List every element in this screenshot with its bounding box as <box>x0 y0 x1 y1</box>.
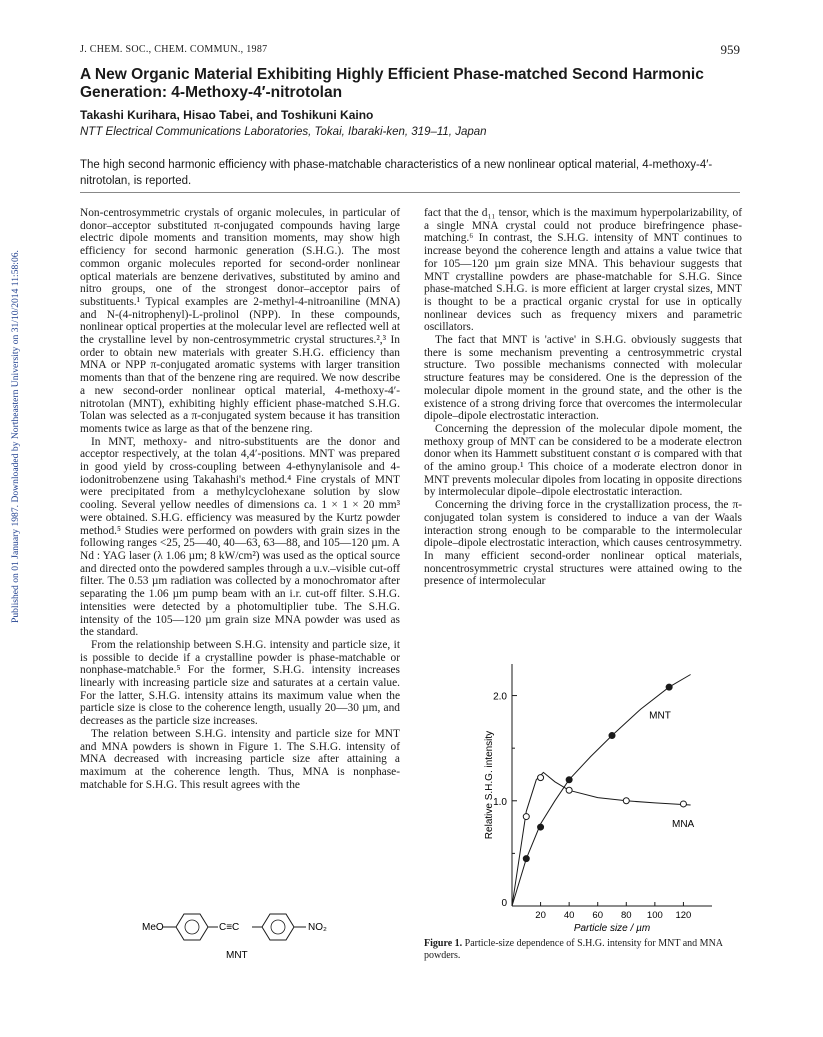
y-tick-label: 1.0 <box>493 796 507 808</box>
data-point-mnt <box>538 824 544 830</box>
x-axis-label: Particle size / µm <box>573 923 651 934</box>
compound-label: MNT <box>226 950 248 961</box>
right-column <box>424 207 742 588</box>
data-point-mna <box>623 798 629 804</box>
x-tick-label: 20 <box>535 910 546 921</box>
mnt-structure-diagram <box>140 905 370 965</box>
y-tick-label: 2.0 <box>493 691 507 703</box>
aromatic-circle <box>185 920 199 934</box>
figure-1-chart <box>470 640 735 940</box>
benzene-ring-right <box>262 914 294 940</box>
figure-label: Figure 1. <box>424 938 463 949</box>
journal-name: J. CHEM. SOC., CHEM. COMMUN., 1987 <box>80 44 268 55</box>
running-head <box>80 44 740 60</box>
page-number: 959 <box>720 42 740 57</box>
data-point-mna <box>566 787 572 793</box>
series-label-mna: MNA <box>672 819 695 831</box>
data-point-mnt <box>609 733 615 739</box>
series-line-mna <box>512 772 691 906</box>
series-line-mnt <box>512 675 691 907</box>
paragraph: Non-centrosymmetric crystals of organic molecules, in particular of donor–acceptor substituted π-conjugated compounds having large electric dipole moments and transition moments, may show high efficiency for second harmonic generation (S.H.G.). The most common organic molecules reported for second-order nonlinear optical materials are benzene derivatives, substituted by amino and nitro groups, one of the strongest donor–acceptor pairs of substituents.¹ Typical examples are 2-methyl-4-nitroaniline (MNA) and N-(4-nitrophenyl)-L-prolinol (NPP). In these compounds, nonlinear optical properties at the molecular level are reflected well at the crystalline level by non-centrosymmetric crystal structures.²,³ In order to obtain new materials with greater S.H.G. efficiency than MNA or NPP π-conjugated aromatic systems with larger transition moments than that of the benzene ring are required. We now describe a new second-order nonlinear optical material, 4-methoxy-4′-nitrotolan (MNT), exhibiting highly efficient phase-matched S.H.G. Tolan was selected as a π-conjugated system because it has transition moments twice as large as that of the benzene ring. <box>80 207 400 435</box>
paragraph: From the relationship between S.H.G. intensity and particle size, it is possible to decide if a crystalline powder is phase-matchable or nonphase-matchable.⁵ For the former, S.H.G. intensity increases linearly with increasing particle size and saturates at a certain value. For the latter, S.H.G. intensity attains its maximum value when the particle size is close to the coherence length, usually 20—30 µm, and decreases as the particle size increases. <box>80 638 400 728</box>
data-point-mna <box>523 814 529 820</box>
header-rule <box>80 192 740 193</box>
data-point-mnt <box>666 684 672 690</box>
x-tick-label: 80 <box>620 910 632 921</box>
data-point-mnt <box>523 856 529 862</box>
paragraph: fact that the d₁₁ tensor, which is the maximum hyperpolarizability, of a single MNA crystal could not produce birefringence phase-matching.⁶ In contrast, the S.H.G. intensity of MNT continues to increase beyond the coherence length and attains a value twice that for 105—120 µm grain size MNA. This behaviour suggests that MNT crystalline powders are phase-matchable for S.H.G. Since phase-matched S.H.G. is more efficient at larger crystal sizes, MNT is thought to be a practical organic crystal for use in optically nonlinear devices such as frequency mixers and parametric oscillators. <box>424 207 742 334</box>
data-point-mna <box>538 775 544 781</box>
nitro-label: NO₂ <box>308 922 327 933</box>
x-tick-label: 40 <box>563 910 575 921</box>
x-tick-label: 100 <box>646 910 663 921</box>
data-point-mna <box>680 801 686 807</box>
figure-caption <box>424 938 742 962</box>
chart-svg <box>470 640 735 940</box>
y-axis-label: Relative S.H.G. intensity <box>484 730 495 840</box>
y-tick-label: 0 <box>501 898 507 909</box>
download-stamp-text: Published on 01 January 1987. Downloaded by Northeastern University on 31/10/2014 11:58:06. <box>10 250 21 623</box>
data-point-mnt <box>566 777 572 783</box>
left-column <box>80 207 400 791</box>
abstract: The high second harmonic efficiency with phase-matchable characteristics of a new nonlinear optical material, 4-methoxy-4′-nitrotolan, is reported. <box>80 159 713 187</box>
series-label-mnt: MNT <box>649 710 671 722</box>
methoxy-label: MeO <box>142 922 164 933</box>
author-list: Takashi Kurihara, Hisao Tabei, and Toshikuni Kaino <box>80 108 374 122</box>
paragraph: Concerning the driving force in the crystallization process, the π-conjugated tolan system is considered to induce a van der Waals interaction strong enough to be comparable to the intermolecular dipole–dipole electrostatic interaction, which causes centrosymmetry. In many efficient second-order nonlinear optical materials, noncentrosymmetric crystal structures were attained owing to the presence of intermolecular <box>424 499 742 588</box>
paragraph: The fact that MNT is 'active' in S.H.G. obviously suggests that there is some mechanism preventing a centrosymmetric crystal structure. Two possible mechanisms connected with molecular structure features may be considered. One is the depression of the molecular dipole moment in the ground state, and the other is the existence of a strong driving force that overcomes the intermolecular dipole–dipole electrostatic interaction. <box>424 334 742 423</box>
paragraph: The relation between S.H.G. intensity and particle size for MNT and MNA powders is shown in Figure 1. The S.H.G. intensity of MNA decreased with increasing particle size after attaining a maximum at the coherence length. Thus, MNA is nonphase-matchable for S.H.G. This result agrees with the <box>80 727 400 791</box>
structure-svg <box>140 905 370 965</box>
triple-bond-label: C≡C <box>219 922 240 933</box>
paragraph: Concerning the depression of the molecular dipole moment, the methoxy group of MNT can be considered to be a moderate electron donor when its Hammett substituent constant σ is compared with that of the amino group.¹ This choice of a moderate electron donor in MNT prevents molecular dipoles from locating in opposite directions by intermolecular dipole–dipole electrostatic interaction. <box>424 422 742 499</box>
aromatic-circle <box>271 920 285 934</box>
paragraph: In MNT, methoxy- and nitro-substituents are the donor and acceptor respectively, at the tolan 4,4′-positions. MNT was prepared in good yield by cross-coupling between 4-ethynylanisole and 4-iodonitrobenzene using Takahashi's method.⁴ Fine crystals of MNT were precipitated from a methylcyclohexane solution by slow cooling. Several yellow needles of dimensions ca. 1 × 1 × 20 mm³ were obtained. S.H.G. efficiency was measured by the Kurtz powder method.⁵ Studies were performed on powders with grain sizes in the following ranges <25, 25—40, 40—63, 63—88, and 105—120 µm. A Nd : YAG laser (λ 1.06 µm; 8 kW/cm²) was used as the optical source and directed onto the powdered samples through a u.v.–visible cut-off filter. The 0.53 µm radiation was collected by a monochromator after separating the 1.06 µm pump beam with an i.r. cut-off filter. S.H.G. intensities were detected by a photomultiplier tube. The S.H.G. intensity of the 105—120 µm grain size MNA powder was used as the standard. <box>80 435 400 639</box>
figure-caption-text: Particle-size dependence of S.H.G. intensity for MNT and MNA powders. <box>424 938 723 961</box>
x-tick-label: 60 <box>592 910 604 921</box>
benzene-ring-left <box>176 914 208 940</box>
x-tick-label: 120 <box>675 910 692 921</box>
article-title: A New Organic Material Exhibiting Highly Efficient Phase-matched Second Harmonic Generation: 4-Methoxy-4′-nitrotolan <box>80 66 704 101</box>
affiliation: NTT Electrical Communications Laboratories, Tokai, Ibaraki-ken, 319–11, Japan <box>80 126 487 138</box>
download-stamp <box>2 205 21 625</box>
